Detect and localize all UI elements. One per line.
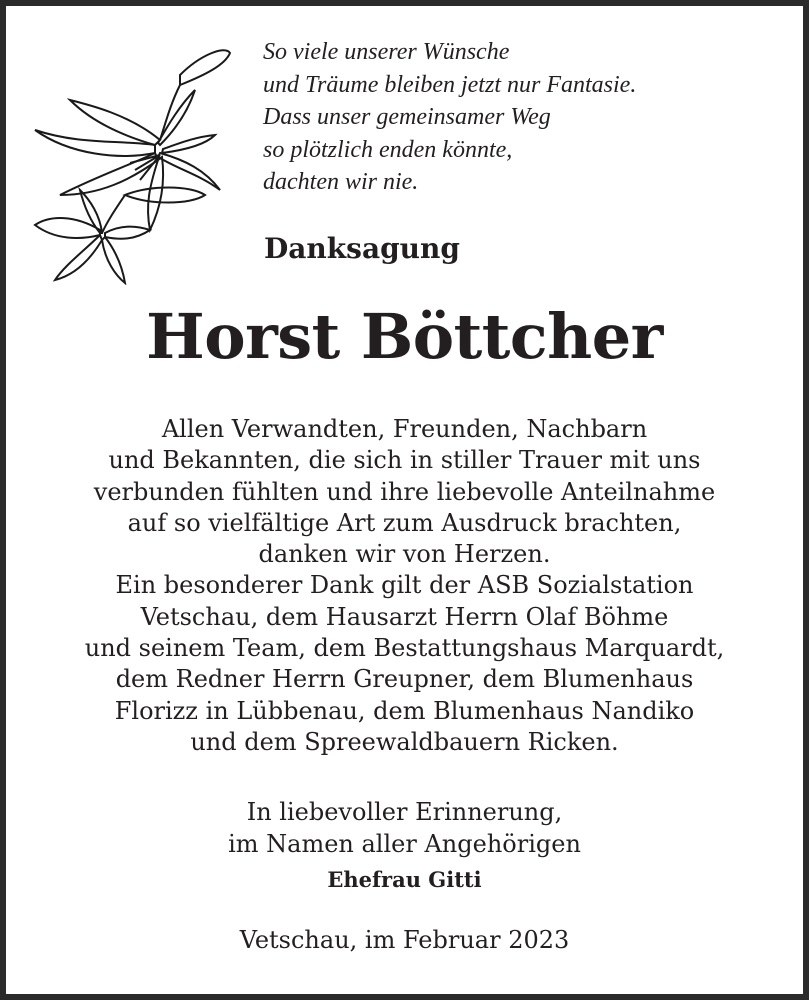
- poem-line: so plötzlich enden könnte,: [263, 136, 513, 163]
- signature: Ehefrau Gitti: [327, 867, 482, 892]
- closing-line: In liebevoller Erinnerung,: [246, 798, 563, 826]
- body-line: auf so vielfältige Art zum Ausdruck brachten,: [127, 508, 682, 537]
- body-line: Allen Verwandten, Freunden, Nachbarn: [161, 415, 648, 443]
- body-line: danken wir von Herzen.: [258, 540, 551, 569]
- deceased-name: Horst Böttcher: [146, 300, 663, 373]
- closing: [0, 796, 809, 900]
- place-date: Vetschau, im Februar 2023: [239, 926, 570, 954]
- body-line: und Bekannten, die sich in stiller Trauer mit uns: [108, 446, 701, 475]
- closing-line: im Namen aller Angehörigen: [228, 830, 581, 858]
- body-text: [0, 414, 809, 758]
- poem: [263, 36, 636, 199]
- body-line: und seinem Team, dem Bestattungshaus Marquardt,: [84, 634, 725, 663]
- body-line: verbunden fühlten und ihre liebevolle Anteilnahme: [93, 477, 716, 506]
- body-line: dem Redner Herrn Greupner, dem Blumenhaus: [115, 665, 694, 694]
- poem-line: So viele unserer Wünsche: [263, 39, 510, 65]
- body-line: Ein besonderer Dank gilt der ASB Sozialstation: [115, 571, 694, 600]
- body-line: und dem Spreewaldbauern Ricken.: [190, 727, 619, 756]
- lily-flower-icon: [30, 45, 240, 285]
- poem-line: dachten wir nie.: [263, 169, 419, 195]
- heading: Danksagung: [264, 232, 460, 265]
- poem-line: und Träume bleiben jetzt nur Fantasie.: [263, 71, 637, 98]
- poem-line: Dass unser gemeinsamer Weg: [263, 104, 551, 130]
- body-line: Florizz in Lübbenau, dem Blumenhaus Nandiko: [114, 696, 695, 725]
- body-line: Vetschau, dem Hausarzt Herrn Olaf Böhme: [140, 602, 669, 631]
